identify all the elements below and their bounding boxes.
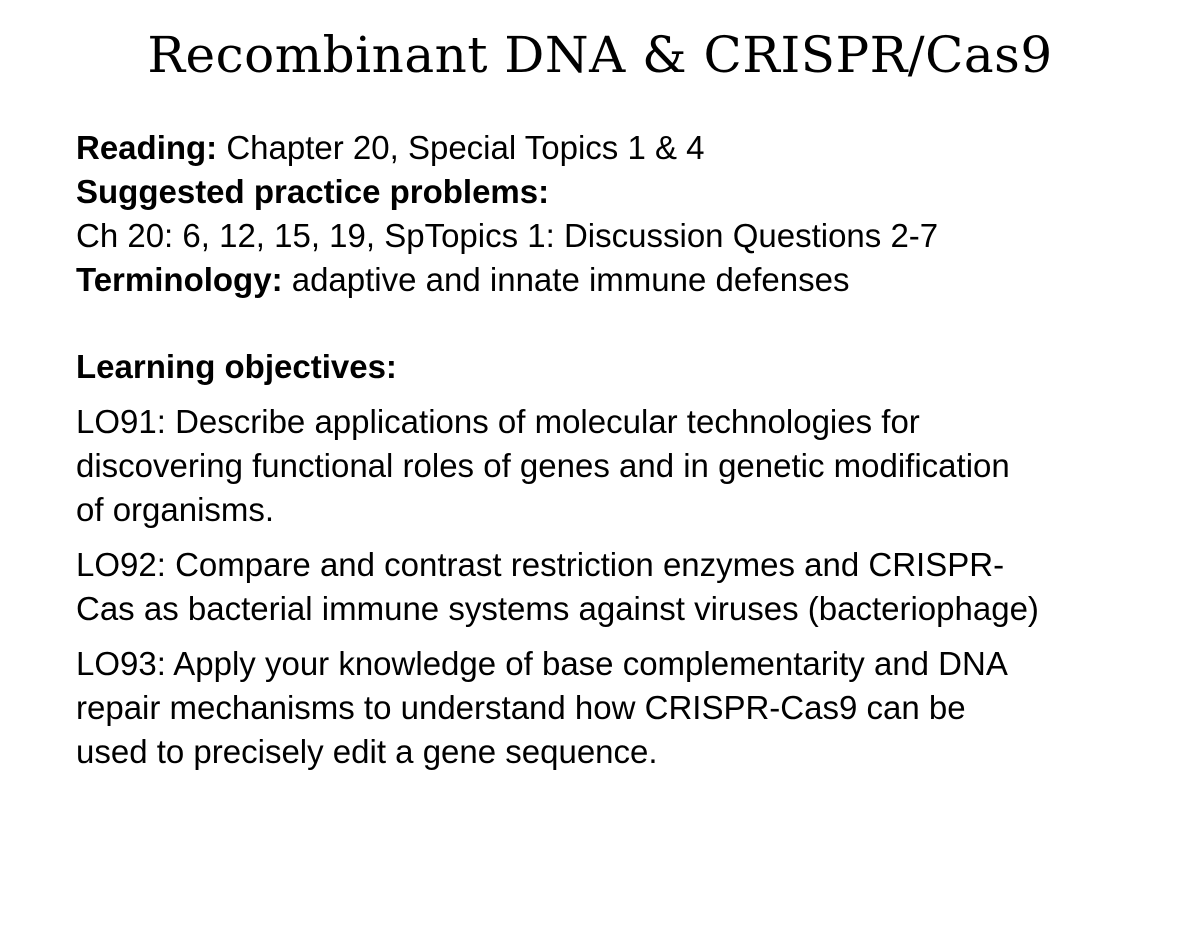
reading-text: Chapter 20, Special Topics 1 & 4	[217, 129, 705, 166]
slide-body	[76, 126, 1176, 774]
terminology-line	[76, 258, 1176, 302]
objective-lo91	[76, 400, 1176, 532]
objective-line: LO91: Describe applications of molecular technologies for	[76, 403, 920, 440]
objective-line: discovering functional roles of genes and in genetic modification	[76, 447, 1010, 484]
slide-title: Recombinant DNA & CRISPR/Cas9	[147, 26, 1053, 84]
practice-label: Suggested practice problems:	[76, 173, 550, 210]
objective-line: LO93: Apply your knowledge of base complementarity and DNA	[76, 645, 1008, 682]
objective-line: repair mechanisms to understand how CRISPR-Cas9 can be	[76, 689, 966, 726]
objective-line: used to precisely edit a gene sequence.	[76, 733, 658, 770]
reading-label: Reading:	[76, 129, 218, 166]
terminology-text: adaptive and innate immune defenses	[282, 261, 850, 298]
objective-lo93	[76, 642, 1176, 774]
objectives-heading: Learning objectives:	[76, 348, 397, 385]
practice-label-line	[76, 170, 1176, 214]
objective-lo92	[76, 543, 1176, 631]
objective-line: LO92: Compare and contrast restriction enzymes and CRISPR-	[76, 546, 1005, 583]
spacer	[76, 302, 1176, 345]
reading-line	[76, 126, 1176, 170]
terminology-label: Terminology:	[76, 261, 283, 298]
practice-text: Ch 20: 6, 12, 15, 19, SpTopics 1: Discussion Questions 2-7	[76, 217, 939, 254]
objective-line: of organisms.	[76, 491, 275, 528]
objective-line: Cas as bacterial immune systems against viruses (bacteriophage)	[76, 590, 1039, 627]
